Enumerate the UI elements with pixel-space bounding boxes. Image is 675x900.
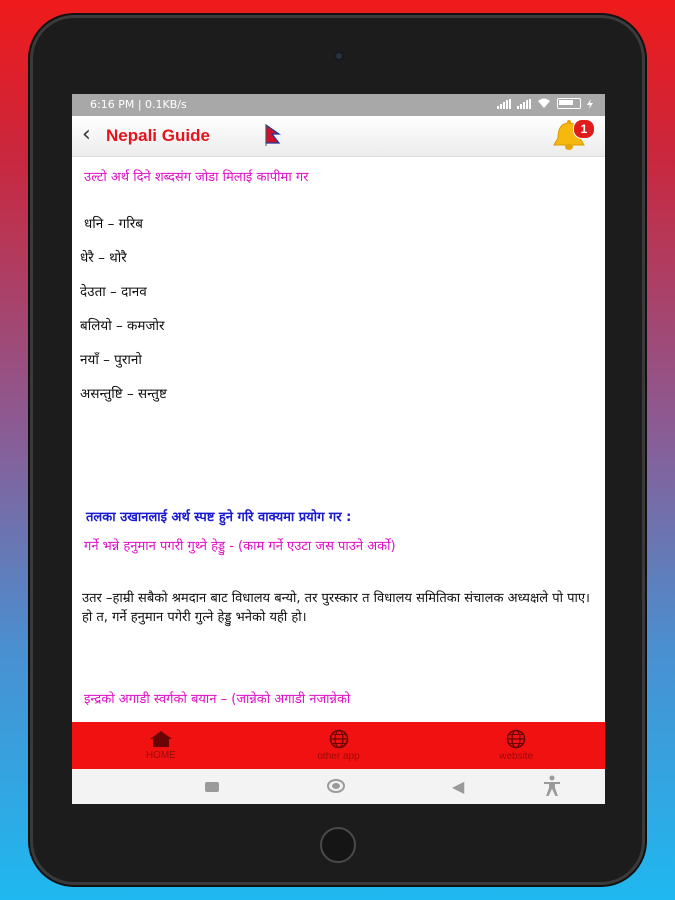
- nav-home-label: HOME: [145, 750, 176, 761]
- system-back-icon[interactable]: ◀: [452, 777, 465, 796]
- system-home-icon[interactable]: [327, 779, 345, 793]
- signal-icon-2: [517, 99, 531, 109]
- antonym-pair: देउता – दानव: [80, 284, 147, 300]
- charging-icon: [587, 99, 593, 109]
- system-nav-bar: [72, 769, 605, 804]
- accessibility-icon[interactable]: [542, 775, 562, 797]
- bottom-nav: [72, 722, 605, 769]
- back-arrow-icon[interactable]: ‹: [82, 122, 91, 147]
- notification-bell-button[interactable]: [549, 119, 595, 153]
- nav-home[interactable]: [72, 722, 250, 769]
- battery-icon: [557, 98, 581, 109]
- tablet-home-button[interactable]: [320, 827, 356, 863]
- signal-icon: [497, 99, 511, 109]
- app-bar: [72, 116, 605, 157]
- status-bar: [72, 94, 605, 116]
- status-icons: [497, 98, 593, 109]
- antonym-pair: बलियो – कमजोर: [80, 318, 165, 334]
- nav-other-app-label: other app: [317, 751, 360, 762]
- antonym-heading: उल्टो अर्थ दिने शब्दसंग जोडा मिलाई कापीमा गर: [84, 170, 309, 185]
- globe-icon: [505, 729, 527, 749]
- antonym-pair: धेरै – थोरै: [80, 250, 127, 266]
- antonym-pair: धनि – गरिब: [84, 216, 143, 232]
- camera: [334, 51, 344, 61]
- proverb-answer-1: उतर –हाम्री सबैको श्रमदान बाट विधालय बन्यो, तर पुरस्कार त विधालय समितिका संचालक अध्यक्षले पो पाए। हो त, गर्ने हनुमान पगेरी गुत्ने हेड्डु भनेको यही हो।: [82, 591, 590, 625]
- nav-website[interactable]: [427, 722, 605, 769]
- main-content: [72, 157, 605, 722]
- home-icon: [149, 730, 173, 748]
- notification-badge: 1: [573, 119, 595, 139]
- nav-other-app[interactable]: [250, 722, 428, 769]
- recent-apps-icon[interactable]: [205, 782, 219, 792]
- wifi-icon: [537, 98, 551, 109]
- proverb-question-1: गर्ने भन्ने हनुमान पगरी गुथ्ने हेड्डु - (काम गर्ने एउटा जस पाउने अर्को): [84, 539, 396, 554]
- proverb-question-2: इन्द्रको अगाडी स्वर्गको बयान – (जान्नेको अगाडी नजान्नेको: [84, 692, 351, 707]
- antonym-pair: नयाँ – पुरानो: [80, 352, 142, 368]
- status-time: 6:16 PM | 0.1KB/s: [90, 98, 187, 111]
- antonym-pair: असन्तुष्टि – सन्तुष्ट: [80, 386, 167, 402]
- app-title: Nepali Guide: [106, 126, 210, 145]
- proverb-heading: तलका उखानलाई अर्थ स्पष्ट हुने गरि वाक्यमा प्रयोग गर :: [86, 510, 352, 525]
- globe-icon: [328, 729, 350, 749]
- nav-website-label: website: [499, 751, 534, 762]
- nepal-flag-icon: [264, 124, 282, 146]
- device-screen: [72, 94, 605, 804]
